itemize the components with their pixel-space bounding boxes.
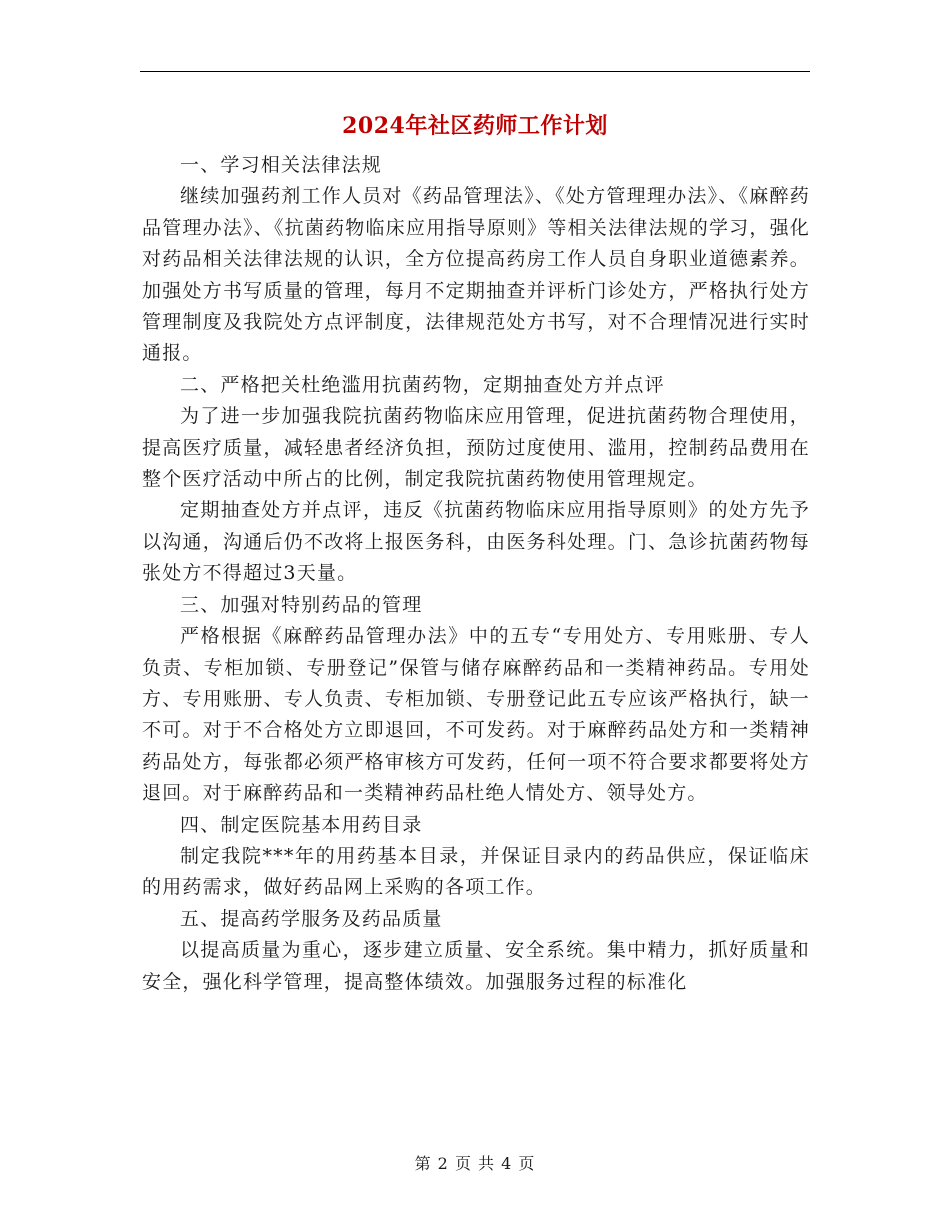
paragraph: 制定我院***年的用药基本目录，并保证目录内的药品供应，保证临床的用药需求，做好药品网上采购的各项工作。: [142, 844, 810, 899]
paragraph: 继续加强药剂工作人员对《药品管理法》、《处方管理理办法》、《麻醉药品管理办法》、《抗菌药物临床应用指导原则》等相关法律法规的学习，强化对药品相关法律法规的认识，全方位提高药房工作人员自身职业道德素养。加强处方书写质量的管理，每月不定期抽查并评析门诊处方，严格执行处方管理制度及我院处方点评制度，法律规范处方书写，对不合理情况进行实时通报。: [142, 185, 810, 365]
section-heading: 一、学习相关法律法规: [180, 154, 383, 176]
paragraph: 定期抽查处方并点评，违反《抗菌药物临床应用指导原则》的处方先予以沟通，沟通后仍不改将上报医务科，由医务科处理。门、急诊抗菌药物每张处方不得超过3天量。: [142, 499, 810, 585]
section-heading: 五、提高药学服务及药品质量: [180, 907, 443, 930]
page-number: 第 2 页 共 4 页: [414, 1154, 536, 1173]
document-title: 2024年社区药师工作计划: [342, 113, 608, 139]
section-heading: 二、严格把关杜绝滥用抗菌药物，定期抽查处方并点评: [180, 373, 665, 396]
section-heading: 四、制定医院基本用药目录: [180, 813, 423, 836]
paragraph: 严格根据《麻醉药品管理办法》中的五专“专用处方、专用账册、专人负责、专柜加锁、专册登记”保管与储存麻醉药品和一类精神药品。专用处方、专用账册、专人负责、专柜加锁、专册登记此五专应该严格执行，缺一不可。对于不合格处方立即退回，不可发药。对于麻醉药品处方和一类精神药品处方，每张都必须严格审核方可发药，任何一项不符合要求都要将处方退回。对于麻醉药品和一类精神药品杜绝人情处方、领导处方。: [142, 625, 810, 805]
paragraph: 为了进一步加强我院抗菌药物临床应用管理，促进抗菌药物合理使用，提高医疗质量，减轻患者经济负担，预防过度使用、滥用，控制药品费用在整个医疗活动中所占的比例，制定我院抗菌药物使用管理规定。: [142, 405, 810, 491]
paragraph: 以提高质量为重心，逐步建立质量、安全系统。集中精力，抓好质量和安全，强化科学管理，提高整体绩效。加强服务过程的标准化: [142, 939, 810, 993]
header-rule: [140, 71, 810, 72]
section-heading: 三、加强对特别药品的管理: [180, 593, 423, 616]
document-body: [142, 150, 810, 998]
